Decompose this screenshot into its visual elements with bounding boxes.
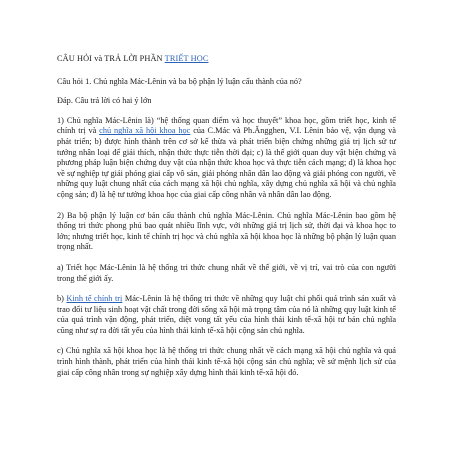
kinh-te-chinh-tri-link[interactable]: Kinh tế chính trị: [66, 294, 123, 304]
paragraph-1-text-a: 1) Chủ nghĩa Mác-Lênin là) “hệ thống quan điểm và học thuyết” khoa học, gồm triết học, kinh tế chính trị và: [57, 115, 396, 136]
paragraph-2: 2) Ba bộ phận lý luận cơ bản cấu thành chủ nghĩa Mác-Lênin. Chủ nghĩa Mác-Lênin bao gồm hệ thống tri thức phong phú bao quát nhiều lĩnh vực, với những giá trị lịch sử, thời đại và khoa học to lớn; nhưng triết học, kinh tế chính trị học và chủ nghĩa xã hội khoa học là những bộ phận lý luận quan trọng nhất.: [57, 210, 396, 252]
paragraph-b-text-b: Mác-Lênin là hệ thống tri thức về những quy luật chi phối quá trình sản xuất và trao đổi tư liệu sinh hoạt vật chất trong đời sống xã hội mà trọng tâm của nó là những quy luật kinh tế của quá trình vận động, phát triển, diệt vong tất yếu của hình thái kinh tế-xã hội tư bản chủ nghĩa cũng như sự ra đời tất yếu của hình thái kinh tế-xã hội cộng sản chủ nghĩa.: [57, 294, 396, 335]
paragraph-c: c) Chủ nghĩa xã hội khoa học là hệ thống tri thức chung nhất về cách mạng xã hội chủ nghĩa và quá trình hình thành, phát triển của hình thái kinh tế-xã hội cộng sản chủ nghĩa; về sứ mệnh lịch sử của giai cấp công nhân trong sự nghiệp xây dựng hình thái kinh tế-xã hội đó.: [57, 346, 396, 377]
chu-nghia-xa-hoi-khoa-hoc-link[interactable]: chủ nghĩa xã hội khoa học: [99, 126, 191, 136]
title-text: CÂU HỎI và TRẢ LỜI PHẦN: [57, 54, 165, 63]
triet-hoc-link[interactable]: TRIẾT HỌC: [164, 54, 209, 63]
document-title: [57, 54, 396, 65]
paragraph-1-text-b: của C.Mác và Ph.Ăngghen, V.I. Lênin bảo vệ, vận dụng và phát triển; b) được hình thành trên cơ sở kế thừa và phát triển biện chứng những giá trị lịch sử tư tưởng nhân loại để giải thích, nhận thức thực tiễn thời đại; c) là thế giới quan duy vật biện chứng và phương pháp luận biện chứng duy vật của nhận thức khoa học và thực tiễn cách mạng; d) là khoa học về sự nghiệp tự giải phóng giai cấp vô sản, giải phóng nhân dân lao động và giải phóng con người, về những quy luật chung nhất của cách mạng xã hội chủ nghĩa, xây dựng chủ nghĩa xã hội và chủ nghĩa cộng sản; đ) là hệ tư tưởng khoa học của giai cấp công nhân và nhân dân lao động.: [57, 126, 396, 199]
paragraph-1: [57, 116, 396, 201]
answer-intro: Đáp. Câu trả lời có hai ý lớn: [57, 96, 152, 106]
paragraph-a: a) Triết học Mác-Lênin là hệ thống tri thức chung nhất về thế giới, về vị trí, vai trò của con người trong thế giới ấy.: [57, 262, 396, 283]
question-1: Câu hỏi 1. Chủ nghĩa Mác-Lênin và ba bộ phận lý luận cấu thành của nó?: [57, 76, 302, 86]
paragraph-b-text-a: b): [57, 294, 67, 304]
paragraph-b: [57, 294, 396, 336]
